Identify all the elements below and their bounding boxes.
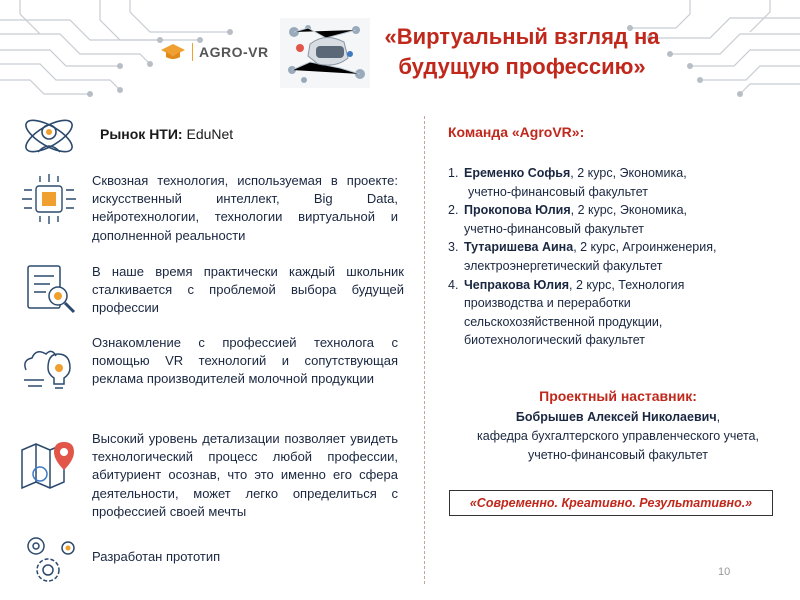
map-pin-icon [18,436,80,490]
column-divider [424,116,425,584]
brain-chip-icon [18,172,80,226]
market-line [100,126,233,142]
point-text-5: Разработан прототип [92,549,221,564]
member-info: , 2 курс, Технология [569,277,685,292]
agro-vr-logo [160,42,269,62]
page-number: 10 [718,566,731,578]
member-name: Еременко Софья [464,166,571,180]
member-faculty: учетно-финансовый факультет [468,184,648,199]
member-name: Прокопова Юлия [464,203,571,218]
list-item: 2. Прокопова Юлия, 2 курс, Экономика, учетно-финансовый факультет [448,201,778,238]
member-info: , 2 курс, Экономика, [570,203,688,218]
member-name: Чепракова Юлия [464,277,570,292]
logo-text: AGRO-VR [199,44,269,60]
cloud-lightbulb-icon [18,340,80,394]
point-text-3: Ознакомление с профессией технолога с помощью VR технологий и сопутствующая реклама производителей молочной продукции [92,335,398,387]
logo-separator [192,43,193,61]
point-text-1: Сквозная технология, используемая в проекте: искусственный интеллект, Big Data, нейротехнологии, технологии виртуальной и дополненной реальности [92,173,398,243]
member-name: Тутаришева Аина [464,240,574,255]
member-info: , 2 курс, Агроинженерия, [573,240,717,255]
mentor-department: кафедра бухгалтерского управленческого учета, [477,429,759,443]
list-item: 4. Чепракова Юлия, 2 курс, Технология производства и переработки сельскохозяйственной продукции, биотехнологический факультет [448,276,778,350]
team-list [448,164,778,350]
mentor-heading: Проектный наставник: [539,388,697,404]
slogan-box: «Современно. Креативно. Результативно.» [449,490,773,516]
market-label: Рынок НТИ: [100,126,183,142]
point-text-2: В наше время практически каждый школьник сталкивается с проблемой выбора будущей профессии [92,264,404,316]
member-faculty: электроэнергетический факультет [464,258,663,273]
slide-title: «Виртуальный взгляд на будущую профессию» [384,24,660,79]
member-faculty: производства и переработки сельскохозяйственной продукции, биотехнологический факультет [464,296,663,348]
mentor-name: Бобрышев Алексей Николаевич [515,410,717,424]
point-text-4: Высокий уровень детализации позволяет увидеть технологический процесс любой профессии, абитуриент осознав, что это именно его сфера деятельности, может легко определиться с профессией своей мечты [92,431,398,519]
graduation-cap-icon [160,42,186,62]
vr-headset-illustration [280,18,370,88]
member-info: , 2 курс, Экономика, [570,166,687,180]
team-heading: Команда «AgroVR»: [448,124,585,140]
mentor-info: Бобрышев Алексей Николаевич, кафедра бухгалтерского управленческого учета, учетно-финансовый факультет [440,408,796,465]
market-value: EduNet [186,126,234,142]
document-magnifier-icon [18,262,80,316]
member-faculty: учетно-финансовый факультет [464,221,644,236]
gears-icon [18,532,80,586]
brain-head-icon [18,108,80,162]
list-item: 1. Еременко Софья, 2 курс, Экономика, учетно-финансовый факультет [448,164,778,201]
mentor-faculty: учетно-финансовый факультет [528,448,708,462]
list-item: 3. Тутаришева Аина, 2 курс, Агроинженерия, электроэнергетический факультет [448,238,778,275]
